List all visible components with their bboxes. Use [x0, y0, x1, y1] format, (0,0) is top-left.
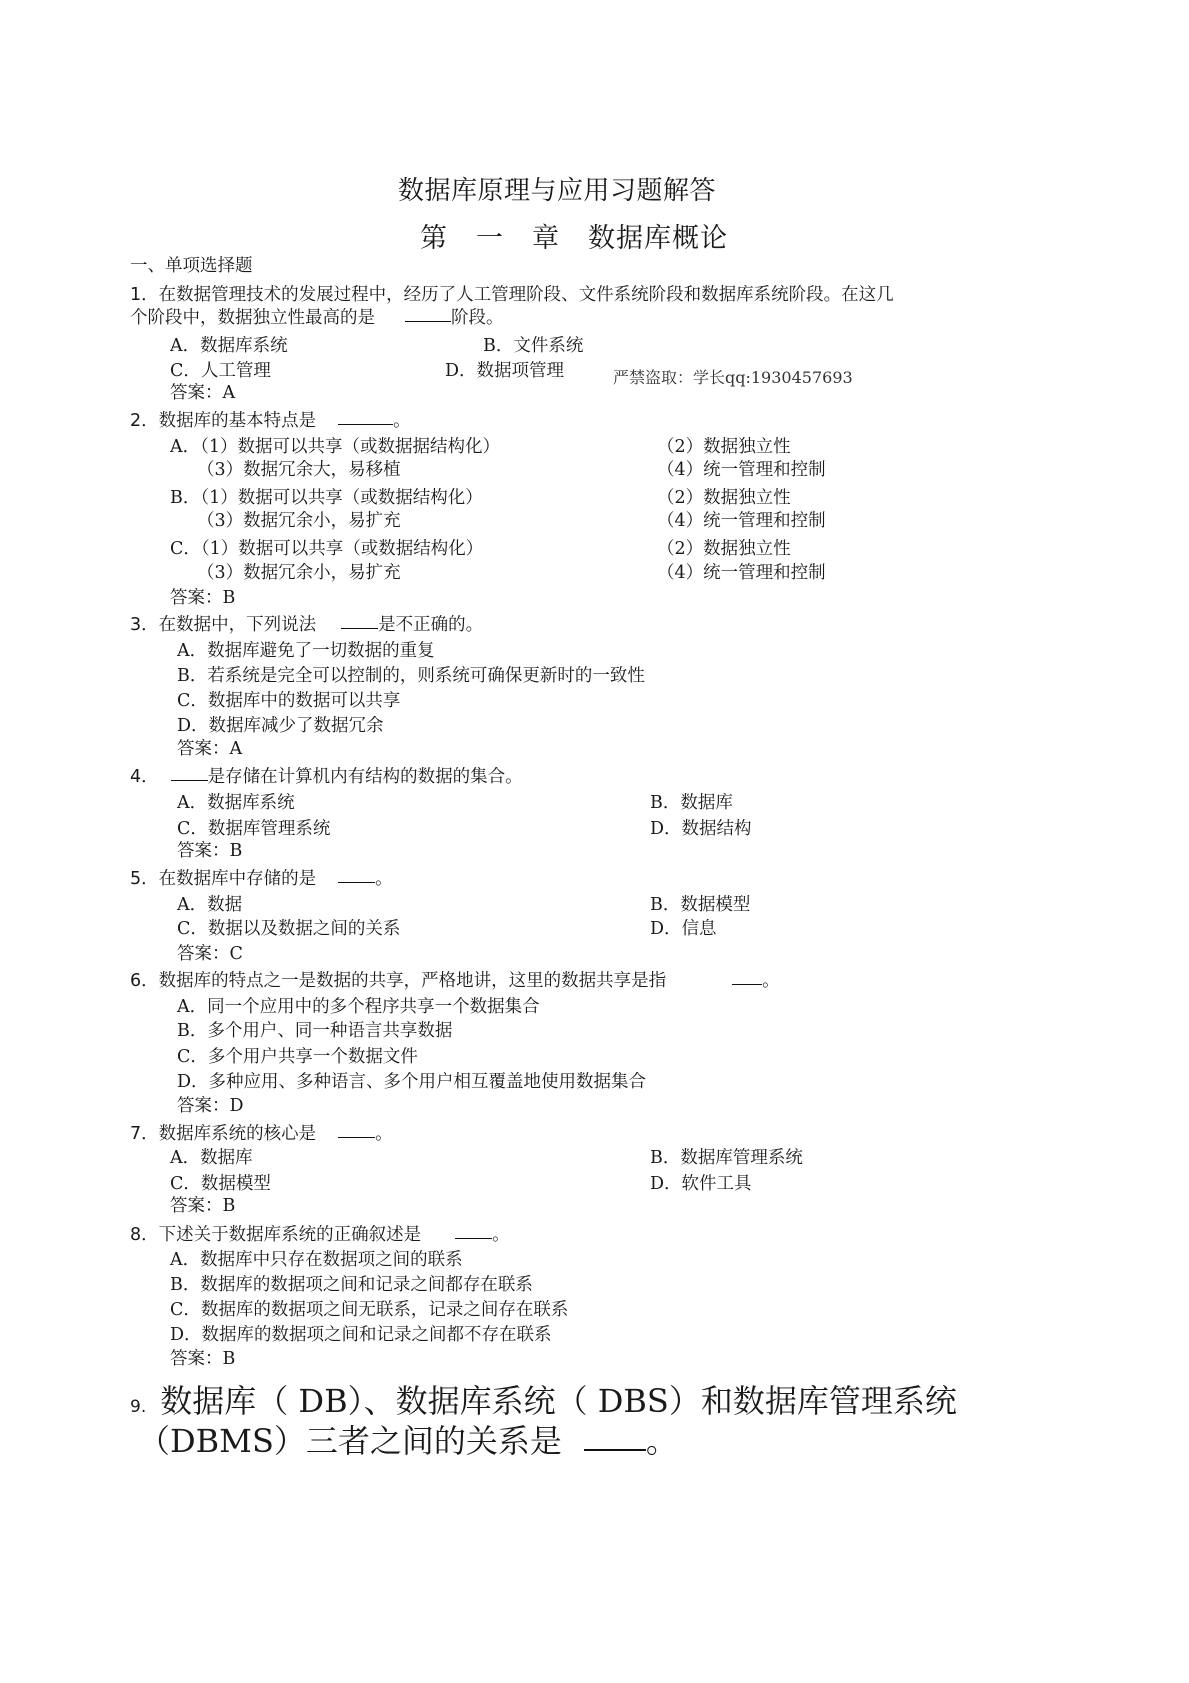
option-a: A．数据库系统 — [170, 336, 288, 356]
question-text: 个阶段中，数据独立性最高的是 — [130, 308, 375, 328]
question-number: 2． — [130, 411, 159, 431]
option-c: C．多个用户共享一个数据文件 — [177, 1047, 418, 1067]
option-b-3: （3）数据冗余小，易扩充 — [197, 511, 401, 531]
option-c: C．数据库中的数据可以共享 — [177, 691, 401, 711]
option-d: D．数据库减少了数据冗余 — [177, 716, 384, 736]
question-number: 4． — [130, 767, 159, 787]
question-text: 数据库（ DB）、数据库系统（ DBS）和数据库管理系统 — [160, 1382, 957, 1420]
option-d: D．多种应用、多种语言、多个用户相互覆盖地使用数据集合 — [177, 1072, 647, 1092]
option-b: B．若系统是完全可以控制的，则系统可确保更新时的一致性 — [177, 666, 645, 686]
question-text: 阶段。 — [451, 308, 504, 328]
question-text: 下述关于数据库系统的正确叙述是 — [158, 1225, 422, 1245]
question-7 — [130, 1126, 393, 1144]
option-c: C．数据库的数据项之间无联系，记录之间存在联系 — [170, 1300, 569, 1320]
option-c-2: （2）数据独立性 — [657, 539, 791, 559]
answer: 答案：B — [177, 841, 243, 861]
option-c-1: C．（1）数据可以共享（或数据结构化） — [170, 539, 484, 559]
question-1-line-1 — [130, 287, 894, 305]
answer: 答案：B — [170, 1196, 236, 1216]
option-d: D．软件工具 — [650, 1174, 752, 1194]
question-9-line-2 — [138, 1422, 678, 1460]
answer: 答案：B — [170, 1349, 236, 1369]
question-6 — [130, 973, 780, 991]
option-d: D．信息 — [650, 919, 717, 939]
answer-blank — [584, 1448, 646, 1451]
question-text: 数据库的特点之一是数据的共享，严格地讲，这里的数据共享是指 — [158, 971, 667, 991]
document-title: 数据库原理与应用习题解答 — [398, 176, 717, 206]
option-b-1: B．（1）数据可以共享（或数据结构化） — [170, 488, 483, 508]
option-b: B．数据库管理系统 — [650, 1148, 803, 1168]
answer: 答案：C — [177, 944, 243, 964]
answer-blank — [338, 881, 375, 883]
option-a: A．同一个应用中的多个程序共享一个数据集合 — [177, 997, 540, 1017]
answer: 答案：D — [177, 1096, 244, 1116]
question-2 — [130, 413, 411, 431]
option-d: D．数据库的数据项之间和记录之间都不存在联系 — [170, 1325, 552, 1345]
answer-blank — [341, 627, 378, 629]
question-text: 在数据管理技术的发展过程中，经历了人工管理阶段、文件系统阶段和数据库系统阶段。在这几 — [158, 285, 894, 305]
question-number: 6． — [130, 971, 159, 991]
option-d: D．数据结构 — [650, 819, 752, 839]
question-number: 1． — [130, 285, 159, 305]
section-heading: 一、单项选择题 — [130, 256, 253, 276]
option-b: B．文件系统 — [483, 336, 584, 356]
option-a-2: （2）数据独立性 — [657, 437, 791, 457]
question-1-line-2 — [130, 310, 504, 328]
question-text: （DBMS）三者之间的关系是 — [138, 1422, 562, 1460]
option-a: A．数据库系统 — [177, 793, 295, 813]
option-b: B．数据库 — [650, 793, 733, 813]
answer-blank — [405, 320, 451, 322]
answer: 答案：A — [170, 383, 236, 403]
question-5 — [130, 871, 393, 889]
question-text: 。 — [492, 1225, 510, 1245]
option-a-3: （3）数据冗余大，易移植 — [197, 460, 401, 480]
question-text: 在数据中，下列说法 — [158, 615, 317, 635]
question-text: 。 — [393, 411, 411, 431]
option-b-4: （4）统一管理和控制 — [657, 511, 826, 531]
option-b: B．数据库的数据项之间和记录之间都存在联系 — [170, 1275, 533, 1295]
option-c: C．数据以及数据之间的关系 — [177, 919, 401, 939]
option-b: B．多个用户、同一种语言共享数据 — [177, 1021, 453, 1041]
answer: 答案：B — [170, 588, 236, 608]
option-a-4: （4）统一管理和控制 — [657, 460, 826, 480]
question-3 — [130, 617, 483, 635]
question-text: 是存储在计算机内有结构的数据的集合。 — [207, 767, 523, 787]
answer-blank — [338, 423, 393, 425]
option-c: C．数据库管理系统 — [177, 819, 331, 839]
question-number: 8． — [130, 1225, 159, 1245]
question-text: 是不正确的。 — [378, 615, 484, 635]
question-text: 。 — [762, 971, 780, 991]
option-a-1: A．（1）数据可以共享（或数据据结构化） — [170, 437, 501, 457]
option-c: C．数据模型 — [170, 1174, 271, 1194]
question-text: 。 — [375, 1124, 393, 1144]
answer-blank — [732, 983, 762, 985]
option-b-2: （2）数据独立性 — [657, 488, 791, 508]
chapter-title: 第 一 章 数据库概论 — [420, 223, 728, 254]
question-4 — [130, 769, 523, 787]
question-text: 在数据库中存储的是 — [158, 869, 317, 889]
question-text: 。 — [645, 1422, 678, 1460]
option-c-4: （4）统一管理和控制 — [657, 563, 826, 583]
question-text: 数据库的基本特点是 — [158, 411, 317, 431]
question-number: 5． — [130, 869, 159, 889]
answer-blank — [171, 779, 208, 781]
question-number: 7． — [130, 1124, 159, 1144]
watermark-text: 严禁盗取：学长qq:1930457693 — [613, 368, 853, 387]
answer-blank — [338, 1136, 375, 1138]
option-c-3: （3）数据冗余小，易扩充 — [197, 563, 401, 583]
question-number: 9. — [130, 1397, 147, 1417]
question-text: 数据库系统的核心是 — [158, 1124, 317, 1144]
option-a: A．数据库 — [170, 1148, 253, 1168]
option-a: A．数据库避免了一切数据的重复 — [177, 641, 435, 661]
option-d: D．数据项管理 — [445, 361, 565, 381]
question-number: 3． — [130, 615, 159, 635]
question-8 — [130, 1227, 510, 1245]
question-9-line-1 — [130, 1382, 957, 1420]
answer: 答案：A — [177, 739, 243, 759]
option-a: A．数据库中只存在数据项之间的联系 — [170, 1250, 463, 1270]
option-b: B．数据模型 — [650, 895, 751, 915]
option-a: A．数据 — [177, 895, 243, 915]
answer-blank — [455, 1237, 492, 1239]
question-text: 。 — [375, 869, 393, 889]
option-c: C．人工管理 — [170, 361, 271, 381]
